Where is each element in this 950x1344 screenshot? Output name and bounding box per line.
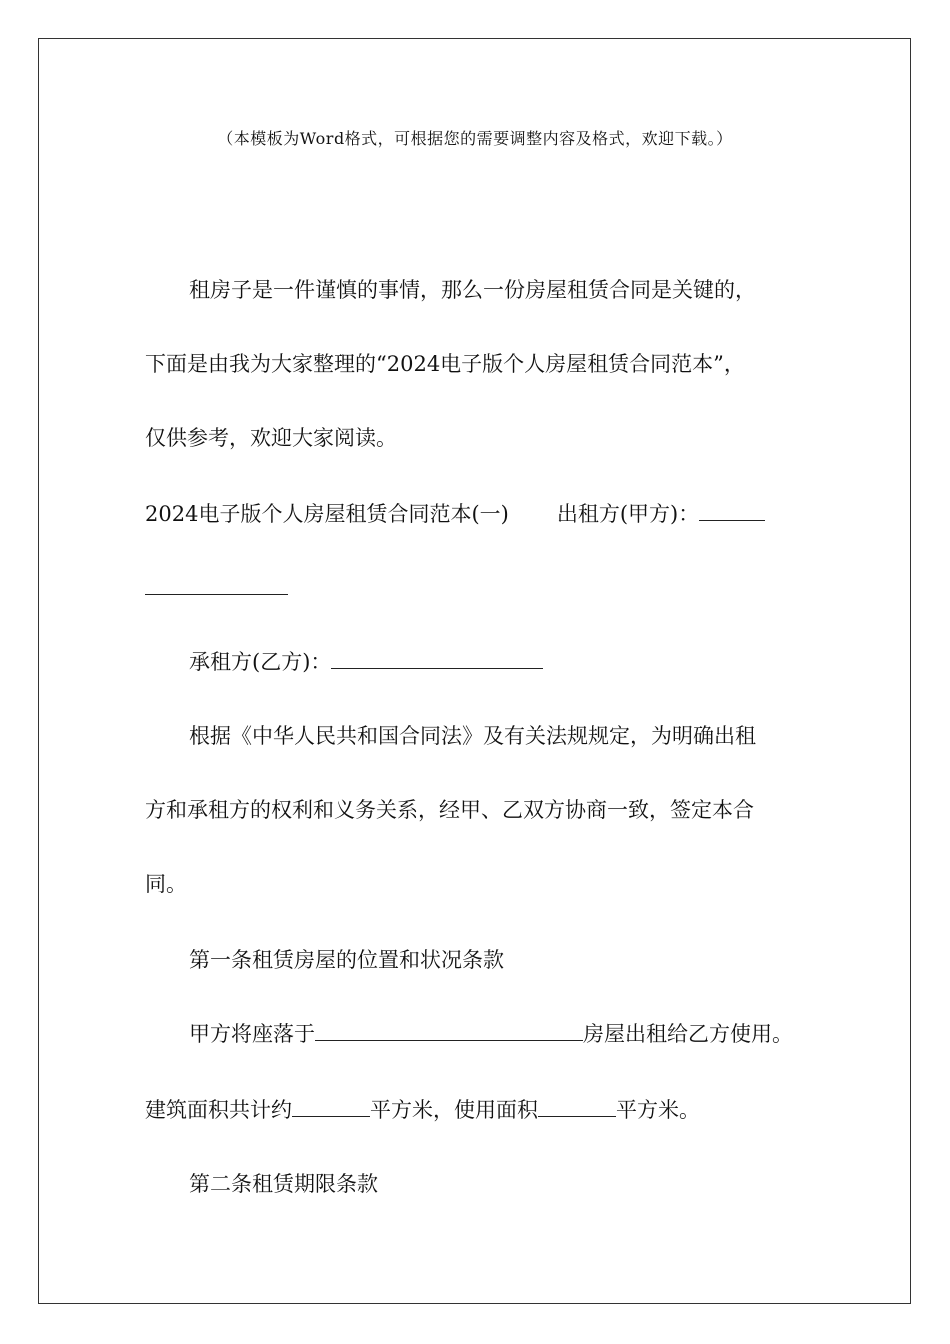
building-area-blank[interactable] bbox=[292, 1096, 370, 1117]
lessor-label: 出租方(甲方)： bbox=[556, 502, 700, 526]
template-note: （本模板为Word格式，可根据您的需要调整内容及格式，欢迎下载。） bbox=[217, 129, 733, 148]
intro-line-3: 仅供参考，欢迎大家阅读。 bbox=[145, 426, 397, 450]
usable-area-label: 平方米，使用面积 bbox=[370, 1098, 538, 1122]
intro-line-2: 下面是由我为大家整理的“2024电子版个人房屋租赁合同范本”， bbox=[145, 352, 745, 376]
area-row bbox=[145, 1096, 700, 1124]
lessor-blank-continued[interactable] bbox=[145, 574, 288, 595]
article-2-title: 第二条租赁期限条款 bbox=[189, 1172, 378, 1196]
contract-title-row bbox=[145, 500, 765, 528]
lessee-label: 承租方(乙方)： bbox=[189, 650, 332, 674]
intro-line-1: 租房子是一件谨慎的事情，那么一份房屋租赁合同是关键的， bbox=[189, 278, 756, 302]
lessor-blank-row bbox=[145, 574, 288, 602]
contract-title: 2024电子版个人房屋租赁合同范本(一) bbox=[145, 502, 509, 526]
basis-line-1: 根据《中华人民共和国合同法》及有关法规规定，为明确出租 bbox=[189, 724, 756, 748]
area-unit: 平方米。 bbox=[616, 1098, 700, 1122]
location-blank[interactable] bbox=[315, 1020, 583, 1041]
lessee-row bbox=[189, 648, 543, 676]
article-1-title: 第一条租赁房屋的位置和状况条款 bbox=[189, 948, 504, 972]
location-label: 甲方将座落于 bbox=[189, 1022, 315, 1046]
basis-line-3: 同。 bbox=[145, 872, 187, 896]
basis-line-2: 方和承租方的权利和义务关系，经甲、乙双方协商一致，签定本合 bbox=[145, 798, 754, 822]
location-row bbox=[189, 1020, 793, 1048]
location-suffix: 房屋出租给乙方使用。 bbox=[583, 1022, 793, 1046]
area-label: 建筑面积共计约 bbox=[145, 1098, 292, 1122]
lessor-blank[interactable] bbox=[699, 500, 765, 521]
usable-area-blank[interactable] bbox=[538, 1096, 616, 1117]
lessee-blank[interactable] bbox=[331, 648, 543, 669]
